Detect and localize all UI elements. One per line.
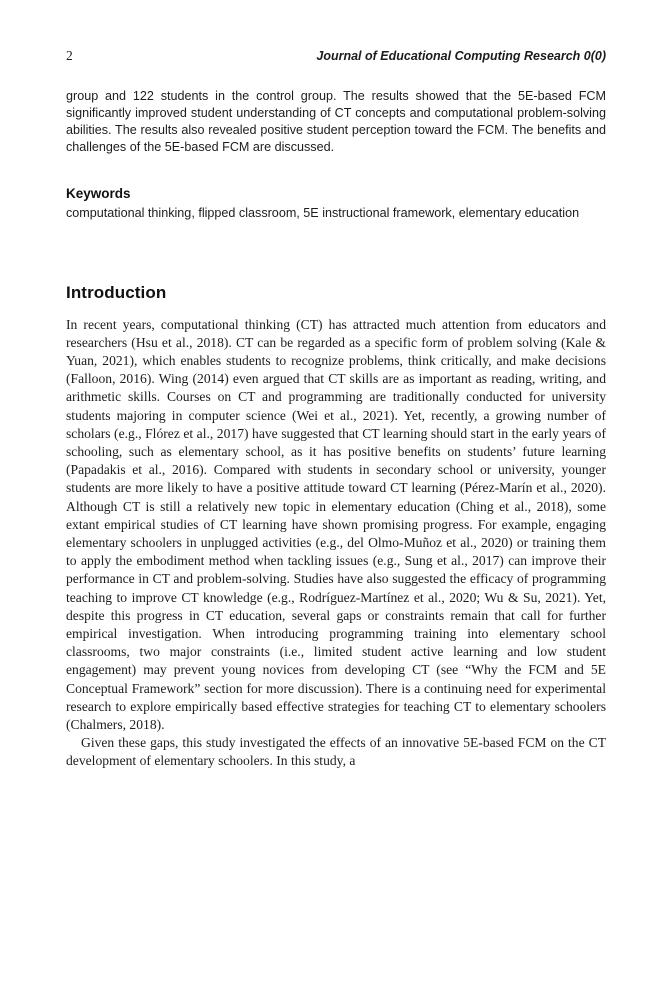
- abstract-continuation-text: group and 122 students in the control group. The results showed that the 5E-based FCM significantly improved student understanding of CT concepts and computational problem-solving abilities. The results also revealed positive student perception toward the FCM. The benefits and challenges of the 5E-based FCM are discussed.: [66, 89, 606, 154]
- keywords-list: computational thinking, flipped classroom, 5E instructional framework, elementary education: [66, 206, 580, 220]
- section-heading-introduction: Introduction: [66, 282, 167, 302]
- journal-title: Journal of Educational Computing Research 0(0): [316, 49, 606, 63]
- running-head: [66, 48, 606, 64]
- introduction-paragraph-1: In recent years, computational thinking (CT) has attracted much attention from educators and researchers (Hsu et al., 2018). CT can be regarded as a specific form of problem solving (Kale & Yuan, 2021), which enables students to recognize problems, think critically, and make decisions (Falloon, 2016). Wing (2014) even argued that CT skills are as important as reading, writing, and arithmetic skills. Courses on CT and programming are traditionally conducted for university students majoring in computer science (Wei et al., 2021). Yet, recently, a growing number of scholars (e.g., Flórez et al., 2017) have suggested that CT learning should start in the early years of schooling, such as elementary school, as it has positive benefits on students’ future learning (Papadakis et al., 2016). Compared with students in secondary school or university, younger students are more likely to have a positive attitude toward CT learning (Pérez-Marín et al., 2020). Although CT is still a relatively new topic in elementary education (Ching et al., 2018), some extant empirical studies of CT learning have shown promising progress. For example, engaging elementary schoolers in unplugged activities (e.g., del Olmo-Muñoz et al., 2020) or training them to apply the embodiment method when tackling issues (e.g., Sung et al., 2017) can improve their performance in CT and problem-solving. Studies have also suggested the efficacy of programming teaching to improve CT knowledge (e.g., Rodríguez-Martínez et al., 2020; Wu & Su, 2021). Yet, despite this progress in CT education, several gaps or constraints remain that call for further empirical investigation. When introducing programming training into elementary school classrooms, two major constraints (i.e., limited student active learning and low student engagement) may prevent young novices from developing CT (see “Why the FCM and 5E Conceptual Framework” section for more discussion). There is a continuing need for experimental research to explore empirically based effective strategies for teaching CT to elementary schoolers (Chalmers, 2018).: [66, 316, 606, 732]
- page-number: 2: [66, 48, 73, 63]
- introduction-paragraph-2: Given these gaps, this study investigated the effects of an innovative 5E-based FCM on the CT development of elementary schoolers. In this study, a: [66, 735, 606, 769]
- keywords-heading: Keywords: [66, 186, 131, 201]
